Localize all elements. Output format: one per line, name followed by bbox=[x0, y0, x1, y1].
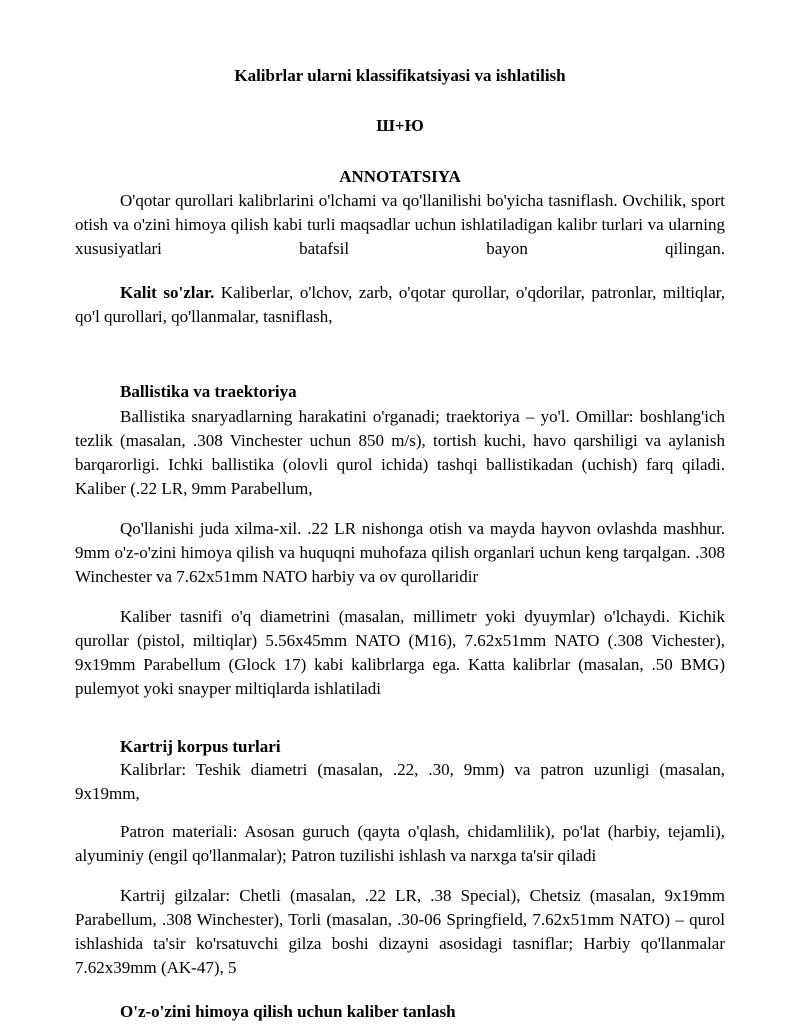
section-heading-self-defense: O'z-o'zini himoya qilish uchun kaliber tanlash bbox=[120, 1002, 456, 1021]
document-title: Kalibrlar ularni klassifikatsiyasi va ishlatilish bbox=[234, 66, 566, 85]
cartridge-paragraph-2 bbox=[75, 820, 725, 868]
keywords-paragraph bbox=[75, 281, 725, 329]
section-heading-cartridge-cases: Kartrij korpus turlari bbox=[120, 737, 281, 756]
ballistics-paragraph-2 bbox=[75, 517, 725, 589]
cartridge-text-2: Patron materiali: Asosan guruch (qayta o'qlash, chidamlilik), po'lat (harbiy, tejamli), alyuminiy (engil qo'llanmalar); Patron tuzilishi ishlash va narxga ta'sir qiladi bbox=[75, 822, 725, 865]
keywords-text: Kaliberlar, o'lchov, zarb, o'qotar qurollar, o'qdorilar, patronlar, miltiqlar, qo'l qurollari, qo'llanmalar, tasniflash, bbox=[75, 283, 725, 326]
annotation-paragraph bbox=[75, 189, 725, 261]
annotation-text: O'qotar qurollari kalibrlarini o'lchami va qo'llanilishi bo'yicha tasniflash. Ovchilik, sport otish va o'zini himoya qilish kabi turli maqsadlar uchun ishlatiladigan kalibr turlari va ularning xususiyatlari batafsil bayon qilingan. bbox=[75, 191, 725, 258]
document-author: Ш+Ю bbox=[376, 116, 424, 135]
annotation-heading: ANNOTATSIYA bbox=[339, 167, 461, 186]
keywords-label: Kalit so'zlar. bbox=[120, 283, 215, 302]
section-heading-ballistics: Ballistika va traektoriya bbox=[120, 382, 297, 401]
cartridge-paragraph-3 bbox=[75, 884, 725, 980]
ballistics-text-3: Kaliber tasnifi o'q diametrini (masalan, millimetr yoki dyuymlar) o'lchaydi. Kichik qurollar (pistol, miltiqlar) 5.56x45mm NATO (M16), 7.62x51mm NATO (.308 Vichester), 9x19mm Parabellum (Glock 17) kabi kalibrlarga ega. Katta kalibrlar (masalan, .50 BMG) pulemyot yoki snayper miltiqlarda ishlatiladi bbox=[75, 607, 725, 698]
cartridge-text-3: Kartrij gilzalar: Chetli (masalan, .22 LR, .38 Special), Chetsiz (masalan, 9x19mm Parabellum, .308 Winchester), Torli (masalan, .30-06 Springfield, 7.62x51mm NATO) – qurol ishlashida ta'sir ko'rsatuvchi gilza boshi dizayni asosidagi tasniflar; Harbiy qo'llanmalar 7.62x39mm (AK-47), 5 bbox=[75, 886, 725, 977]
ballistics-paragraph-1 bbox=[75, 405, 725, 501]
ballistics-text-1: Ballistika snaryadlarning harakatini o'rganadi; traektoriya – yo'l. Omillar: boshlang'ich tezlik (masalan, .308 Vinchester uchun 850 m/s), tortish kuchi, havo qarshiligi va aylanish barqarorligi. Ichki ballistika (olovli qurol ichida) tashqi ballistikadan (uchish) farq qiladi. Kaliber (.22 LR, 9mm Parabellum, bbox=[75, 407, 725, 498]
cartridge-paragraph-1 bbox=[75, 758, 725, 806]
ballistics-paragraph-3 bbox=[75, 605, 725, 701]
ballistics-text-2: Qo'llanishi juda xilma-xil. .22 LR nishonga otish va mayda hayvon ovlashda mashhur. 9mm o'z-o'zini himoya qilish va huquqni muhofaza qilish organlari uchun keng tarqalgan. .308 Winchester va 7.62x51mm NATO harbiy va ov qurollaridir bbox=[75, 519, 725, 586]
cartridge-text-1: Kalibrlar: Teshik diametri (masalan, .22, .30, 9mm) va patron uzunligi (masalan, 9x19mm, bbox=[75, 760, 725, 803]
